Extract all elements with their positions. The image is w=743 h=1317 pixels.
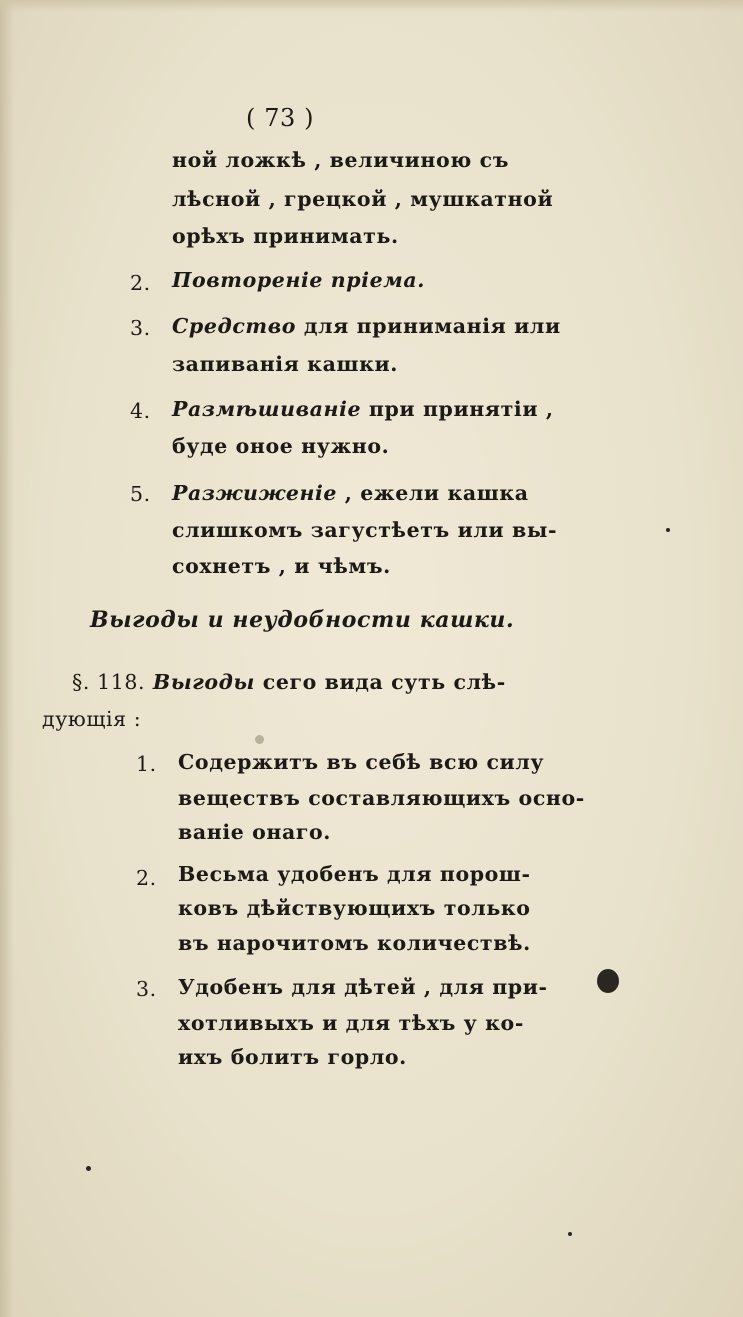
- speck: [255, 735, 264, 744]
- item-text: при принятiи ,: [368, 397, 554, 421]
- text-line: ковъ дѣйствующихъ только: [178, 896, 531, 920]
- page-top-shadow: [0, 0, 743, 12]
- list-number: 4.: [130, 399, 151, 423]
- text-line: дующiя :: [42, 707, 142, 731]
- list-number: 1.: [136, 752, 157, 776]
- list-item-italic: Повторенiе прiема.: [172, 268, 425, 292]
- list-number: 3.: [130, 316, 151, 340]
- list-item: [172, 481, 529, 505]
- italic-term: Выгоды: [152, 670, 255, 694]
- item-text: для приниманiя или: [303, 314, 561, 338]
- list-item: Удобенъ для дѣтей , для при-: [178, 975, 548, 999]
- text-line: запиванiя кашки.: [172, 352, 399, 376]
- list-item: [172, 314, 561, 338]
- text-line: слишкомъ загустѣетъ или вы-: [172, 518, 558, 542]
- list-number: 2.: [130, 271, 151, 295]
- section-number: §. 118.: [72, 670, 146, 694]
- speck: [666, 528, 670, 532]
- list-item: Содержитъ въ себѣ всю силу: [178, 750, 545, 774]
- text-line: буде оное нужно.: [172, 434, 390, 458]
- text-line: сохнетъ , и чѣмъ.: [172, 554, 391, 578]
- italic-term: Средство: [172, 314, 297, 338]
- item-text: , ежели кашка: [344, 481, 529, 505]
- list-item: Весьма удобенъ для порош-: [178, 862, 531, 886]
- list-number: 2.: [136, 866, 157, 890]
- list-number: 5.: [130, 482, 151, 506]
- text-line: ихъ болитъ горло.: [178, 1045, 407, 1069]
- italic-term: Разжиженiе: [172, 481, 338, 505]
- text-line: ной ложкѣ , величиною съ: [172, 148, 510, 172]
- speck: [86, 1166, 91, 1171]
- ink-blot: [597, 969, 619, 993]
- italic-term: Размѣшиванiе: [172, 397, 362, 421]
- text-line: ванiе онаго.: [178, 820, 332, 844]
- page-number-header: ( 73 ): [246, 104, 315, 132]
- text-line: орѣхъ принимать.: [172, 224, 399, 248]
- page-edge-shadow: [0, 0, 14, 1317]
- text-line: веществъ составляющихъ осно-: [178, 786, 585, 810]
- text-line: хотливыхъ и для тѣхъ у ко-: [178, 1011, 524, 1035]
- text-line: въ нарочитомъ количествѣ.: [178, 931, 531, 955]
- speck: [568, 1232, 572, 1236]
- list-item: [172, 397, 554, 421]
- text-line: лѣсной , грецкой , мушкатной: [172, 187, 554, 211]
- list-number: 3.: [136, 977, 157, 1001]
- section-heading: Выгоды и неудобности кашки.: [90, 607, 515, 633]
- paragraph-start: [72, 670, 506, 694]
- item-text: сего вида суть слѣ-: [262, 670, 506, 694]
